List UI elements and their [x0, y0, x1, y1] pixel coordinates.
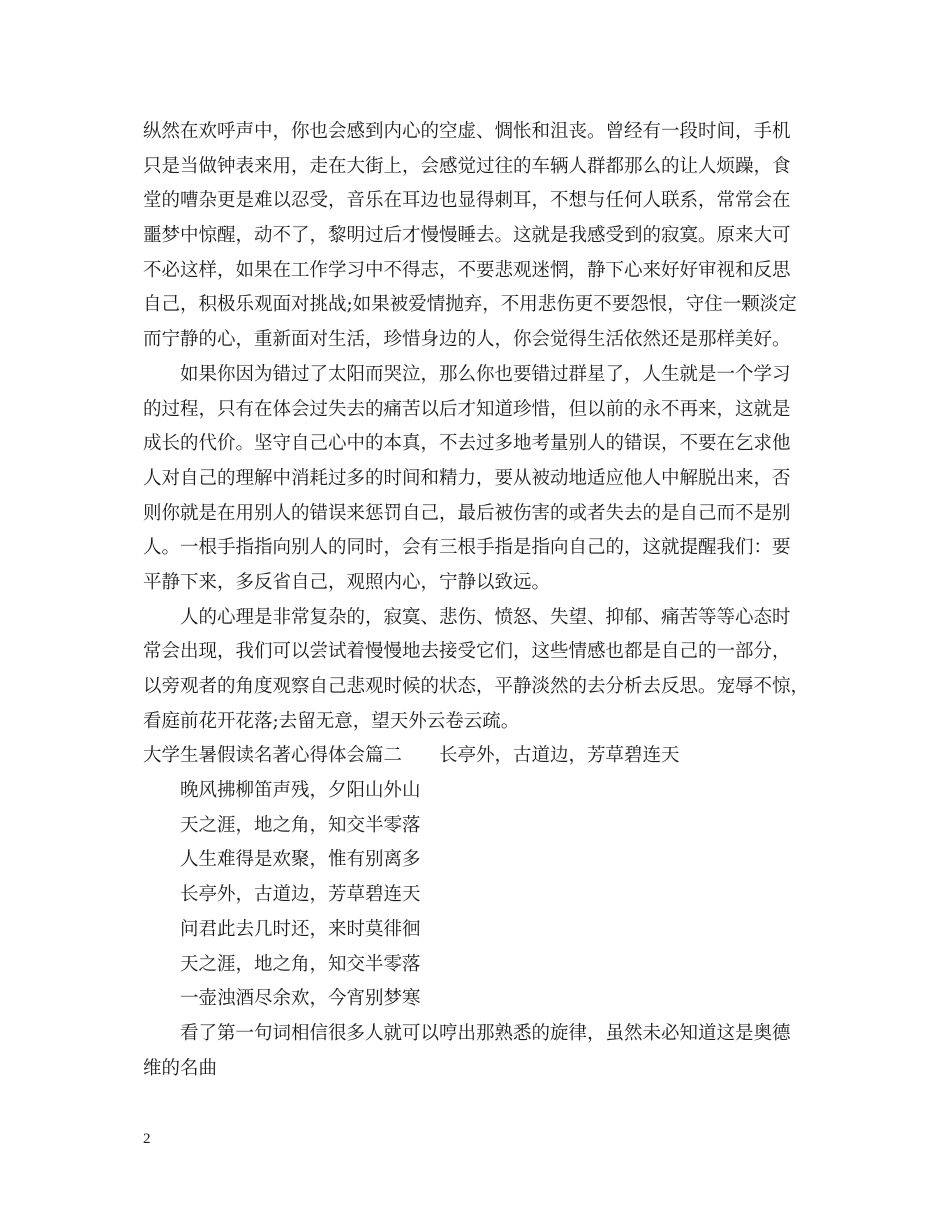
- page-number: 2: [143, 1131, 151, 1147]
- text-line: 纵然在欢呼声中，你也会感到内心的空虚、惆怅和沮丧。曾经有一段时间，手机: [143, 121, 791, 142]
- text-line: 人对自己的理解中消耗过多的时间和精力，要从被动地适应他人中解脱出来，否: [143, 467, 791, 489]
- verse-line: 天之涯，地之角，知交半零落: [180, 953, 421, 975]
- verse-list: [143, 774, 815, 1017]
- text-line: 人。一根手指指向别人的同时，会有三根手指是指向自己的，这就提醒我们：要: [143, 537, 791, 559]
- paragraph-1: [143, 115, 815, 358]
- text-line: 如果你因为错过了太阳而哭泣，那么你也要错过群星了，人生就是一个学习: [180, 363, 791, 385]
- text-line: 噩梦中惊醒，动不了，黎明过后才慢慢睡去。这就是我感受到的寂寞。原来大可: [143, 225, 791, 247]
- text-line: 的过程，只有在体会过失去的痛苦以后才知道珍惜，但以前的永不再来，这就是: [143, 398, 791, 420]
- text-line: 人的心理是非常复杂的，寂寞、悲伤、愤怒、失望、抑郁、痛苦等等心态时: [180, 606, 791, 628]
- verse-line: 天之涯，地之角，知交半零落: [180, 814, 421, 836]
- verse-line: 晚风拂柳笛声残，夕阳山外山: [180, 780, 421, 802]
- verse-line: 长亭外，古道边，芳草碧连天: [180, 884, 421, 906]
- text-line: 看了第一句词相信很多人就可以哼出那熟悉的旋律，虽然未必知道这是奥德: [180, 1022, 791, 1044]
- text-line: 则你就是在用别人的错误来惩罚自己，最后被伤害的或者失去的是自己而不是别: [143, 502, 791, 524]
- closing-paragraph: [143, 1017, 815, 1086]
- first-verse: 长亭外，古道边，芳草碧连天: [439, 745, 680, 767]
- text-line: 自己，积极乐观面对挑战;如果被爱情抛弃，不用悲伤更不要怨恨，守住一颗淡定: [143, 294, 797, 316]
- verse-line: 一壶浊酒尽余欢，今宵别梦寒: [180, 988, 421, 1010]
- section-heading: [143, 739, 815, 774]
- text-line: 常会出现，我们可以尝试着慢慢地去接受它们，这些情感也都是自己的一部分，: [143, 641, 791, 663]
- section-title: 大学生暑假读名著心得体会篇二: [143, 745, 403, 767]
- text-line: 成长的代价。坚守自己心中的本真，不去过多地考量别人的错误，不要在乞求他: [143, 433, 791, 455]
- verse-line: 问君此去几时还，来时莫徘徊: [180, 918, 421, 940]
- text-line: 只是当做钟表来用，走在大街上，会感觉过往的车辆人群都那么的让人烦躁，食: [143, 155, 791, 177]
- text-line: 维的名曲: [143, 1057, 218, 1079]
- text-line: 平静下来，多反省自己，观照内心，宁静以致远。: [143, 571, 551, 593]
- document-body: [143, 115, 815, 1086]
- text-line: 堂的嘈杂更是难以忍受，音乐在耳边也显得刺耳，不想与任何人联系，常常会在: [143, 190, 791, 212]
- text-line: 以旁观者的角度观察自己悲观时候的状态，平静淡然的去分析去反思。宠辱不惊，: [143, 676, 810, 697]
- text-line: 看庭前花开花落;去留无意，望天外云卷云疏。: [143, 710, 520, 732]
- paragraph-3: [143, 601, 815, 740]
- text-line: 而宁静的心，重新面对生活，珍惜身边的人，你会觉得生活依然还是那样美好。: [143, 329, 791, 351]
- text-line: 不必这样，如果在工作学习中不得志，不要悲观迷惘，静下心来好好审视和反思: [143, 259, 791, 281]
- verse-line: 人生难得是欢聚，惟有别离多: [180, 849, 421, 871]
- paragraph-2: [143, 358, 815, 601]
